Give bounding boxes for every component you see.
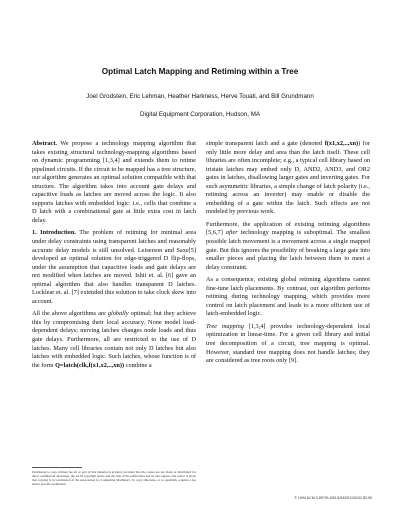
right-paragraph-4 [206,323,370,366]
gate-formula: f(x1,x2,..,xn) [324,140,359,147]
abstract-text: We propose a technology mapping algorithm that takes existing structural technology-mapping algorithms based on dynamic programming [1,3,4] and extends them to retime pipelined circuits. If the circuit to be mapped has a tree structure, our algorithm generates an optimal solution compatible with that structure. The algorithm takes into account gate delays and capacitive loads as latches are moved across the logic. It also supports latches with embedded logic: i.e., cells that combine a D latch with a combinational gate at little extra cost in latch delay. [32,140,196,224]
left-column [32,140,196,374]
latch-formula: Q=latch(clk,f(x1,x2,..,xn)) [55,361,125,369]
body-paragraph-2 [32,310,196,370]
footnote-divider [32,467,82,468]
para2-emphasis: globally [107,310,129,318]
copyright-notice: © 1994 ACM 0-89791-690-5/94/0011/0242 $3.50 [294,496,372,500]
rp4-emphasis: Tree mapping [206,322,244,330]
rp2-text-b: technology mapping is suboptimal. The smallest possible latch movement is a movement across a single mapped gate. But this ignores the possibility of breaking a large gate into smaller pieces and placing the latch between them to meet a delay constraint. [206,229,370,271]
rp1-text-a: simple transparent latch and a gate (denoted [206,140,325,147]
rp2-emphasis: after [225,229,238,237]
permission-footnote: Permission to copy without fee all or part of this material is granted, provided that the copies are not made or distributed for direct commercial advantage, the ACM copyright notice and the title of the publication and its date appear, and notice is given that copying is by permission of the Association for Computing Machinery. To copy otherwise, or to republish, requires a fee and/or specific permission. [32,470,196,486]
paper-title: Optimal Latch Mapping and Retiming within a Tree [101,67,299,76]
right-column [206,140,370,370]
right-paragraph-1 [206,140,370,217]
abstract-label: Abstract. [32,140,58,147]
abstract-paragraph [32,140,196,225]
rp4-text: [1,3,4] provides technology-dependent local optimization in linear-time. For a given cell library and initial tree decomposition of a circuit, tree mapping is optimal. However, standard tree mapping does not handle latches; they are considered as tree roots only [9]. [206,322,370,365]
para2-text-b: optimal; but they achieve this by compromising their local accuracy. None model load-dependent delays; moving latches changes node loads and thus gate delays. Furthermore, all are restricted to the use of D latches. Many cell libraries contain not only D latches but also latches with embedded logic. Such latches, whose function is of the form [32,310,196,369]
affiliation: Digital Equipment Corporation, Hudson, MA [139,111,261,118]
intro-paragraph [32,229,196,306]
right-paragraph-3: As a consequence, existing global retiming algorithms cannot fine-tune latch placements. By contrast, our algorithm performs retiming during technology mapping, which provides more control on latch placement and leads to a more efficient use of latch-embedded logic. [206,276,370,318]
intro-text: The problem of retiming for minimal area under delay constraints using transparent latches and reasonably accurate delay models is still unsolved. Leiserson and Saxe[5] developed an optimal solution for edge-triggered D flip-flops, under the assumption that capacitive loads and gate delays are not modified when latches are moved. Ishii et. al. [6] gave an optimal algorithm that also handles transparent D latches. Locklear et. al. [7] extended this solution to take clock skew into account. [32,229,196,305]
para2-text-a: All the above algorithms are [32,310,108,318]
rp1-text-b: ) for only little more delay and area than the latch itself. These cell libraries are often incomplete; e.g., a typical cell library based on tristate latches may embed only D, AND2, AND3, and OR2 gates in latches, disallowing larger gates and inverting gates. For such asymmetric libraries, a simple change of latch polarity (i.e., retiming across an inverter) may enable or disable the embedding of a gate within the latch. Such effects are not modeled by previous work. [206,140,370,216]
para2-text-c: combine a [124,361,152,369]
intro-heading: 1. Introduction. [32,229,76,237]
right-paragraph-2 [206,221,370,272]
rp2-text-a: Furthermore, the application of existing retiming algorithms [5,6,7] [206,220,370,237]
author-list: Joel Grodstein, Eric Lehman, Heather Harkness, Herve Touati, and Bill Grundmann [86,93,314,100]
